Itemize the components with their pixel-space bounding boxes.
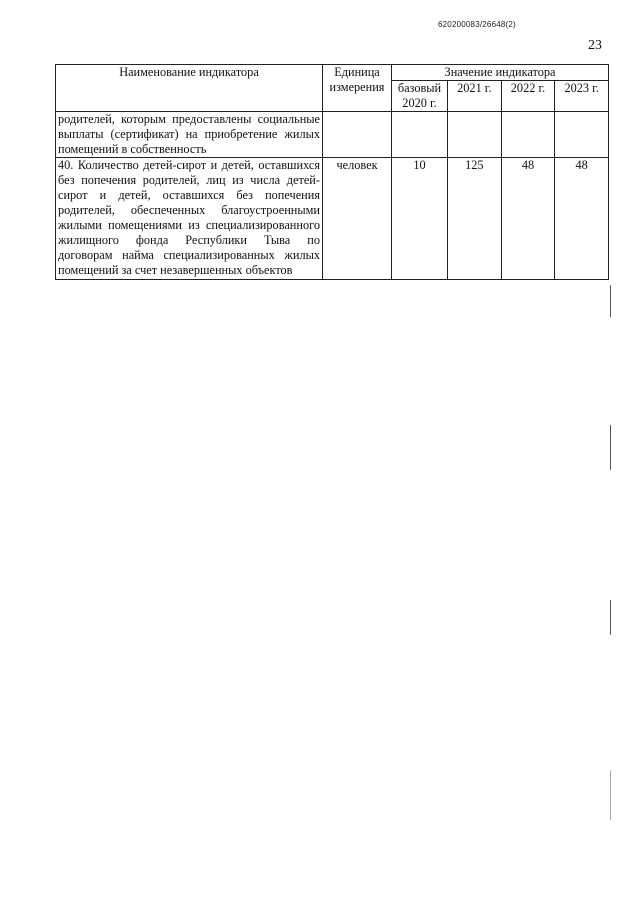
document-code: 620200083/26648(2)	[438, 20, 516, 29]
column-header-unit: Единица измерения	[323, 65, 392, 112]
table-row	[56, 112, 609, 158]
unit-cell: человек	[323, 158, 392, 280]
value-2021-cell: 125	[448, 158, 502, 280]
column-header-2023: 2023 г.	[555, 81, 609, 112]
indicator-name-cell: 40. Количество детей-сирот и детей, оставшихся без попечения родителей, лиц из числа детей-сирот и детей, оставшихся без попечения родителей, обеспеченных благоустроенными жилыми помещениями из специализированного жилищного фонда Республики Тыва по договорам найма специализированных жилых помещений за счет незавершенных объектов	[56, 158, 323, 280]
scan-edge-mark	[610, 770, 611, 820]
column-header-name: Наименование индикатора	[56, 65, 323, 112]
column-header-2021: 2021 г.	[448, 81, 502, 112]
value-2022-cell	[501, 112, 555, 158]
base-value-cell: 10	[392, 158, 448, 280]
indicator-name-cell: родителей, которым предоставлены социальные выплаты (сертификат) на приобретение жилых помещений в собственность	[56, 112, 323, 158]
column-header-value: Значение индикатора	[392, 65, 609, 81]
scan-edge-mark	[610, 425, 611, 470]
value-2023-cell	[555, 112, 609, 158]
indicators-table	[55, 64, 609, 280]
column-header-2022: 2022 г.	[501, 81, 555, 112]
value-2023-cell: 48	[555, 158, 609, 280]
column-header-base: базовый 2020 г.	[392, 81, 448, 112]
table-row	[56, 158, 609, 280]
scan-edge-mark	[610, 285, 611, 317]
unit-cell	[323, 112, 392, 158]
value-2022-cell: 48	[501, 158, 555, 280]
scan-edge-mark	[610, 600, 611, 635]
value-2021-cell	[448, 112, 502, 158]
base-value-cell	[392, 112, 448, 158]
page-number: 23	[588, 38, 602, 53]
table-header-row	[56, 65, 609, 81]
